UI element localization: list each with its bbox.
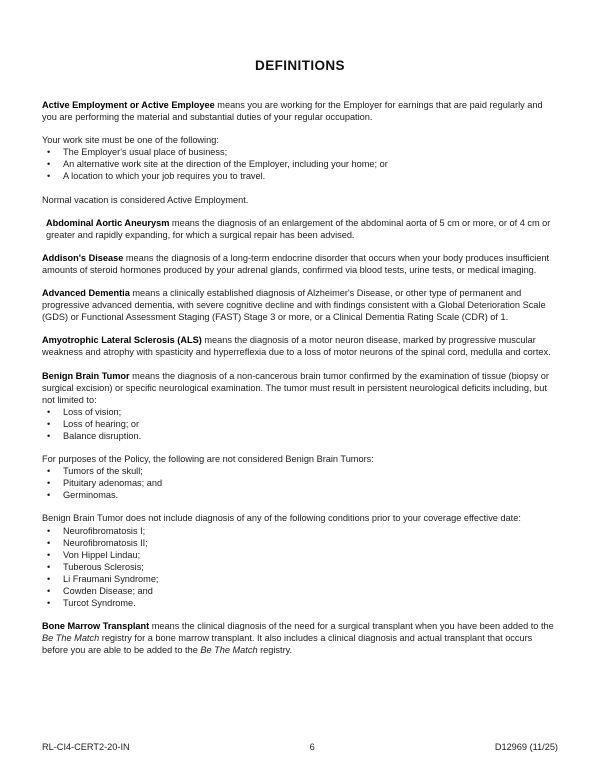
- term-bone-marrow-transplant: Bone Marrow Transplant: [42, 621, 150, 632]
- registry-name-first: Be The Match: [42, 633, 100, 644]
- list-item: [42, 585, 558, 597]
- term-abdominal-aortic-aneurysm: Abdominal Aortic Aneurysm: [46, 217, 170, 228]
- list-item-label: A location to which your job requires you to travel.: [63, 171, 266, 182]
- page-footer: [42, 742, 558, 752]
- bullet-icon: •: [47, 525, 51, 536]
- benign-brain-tumor-prior-conditions-lead-in: Benign Brain Tumor does not include diagnosis of any of the following conditions prior to your coverage effective date:: [42, 513, 521, 524]
- list-item: [42, 406, 558, 418]
- active-employment-lead-in: Your work site must be one of the following:: [42, 135, 219, 146]
- list-item-label: Li Fraumani Syndrome;: [63, 573, 159, 584]
- definition-als: [42, 334, 558, 358]
- bullet-icon: •: [47, 430, 51, 441]
- list-item: [42, 418, 558, 430]
- list-item: [42, 525, 558, 537]
- footer-form-number: RL-CI4-CERT2-20-IN: [42, 742, 130, 752]
- list-item-label: Neurofibromatosis I;: [63, 525, 146, 536]
- body-als: means the diagnosis of a motor neuron disease, marked by progressive muscular weakness and atrophy with spasticity and hyperreflexia due to a loss of motor neurons of the spinal cord, medulla and cortex.: [42, 335, 551, 358]
- list-item-label: Loss of hearing; or: [63, 418, 140, 429]
- list-item-label: Cowden Disease; and: [63, 586, 153, 596]
- list-item: [42, 597, 558, 609]
- bullet-icon: •: [47, 573, 51, 584]
- term-active-employment: Active Employment or Active Employee: [42, 100, 215, 110]
- footer-doc-code: D12969 (11/25): [494, 742, 558, 752]
- benign-brain-tumor-exclusions-lead-in: For purposes of the Policy, the following are not considered Benign Brain Tumors:: [42, 454, 374, 465]
- list-item: [42, 146, 558, 158]
- bullet-icon: •: [47, 147, 51, 158]
- list-item-label: Tuberous Sclerosis;: [63, 561, 144, 572]
- body-abdominal-aortic-aneurysm: means the diagnosis of an enlargement of the abdominal aorta of 5 cm or more, or of 4 cm or greater and rapidly expanding, for which a surgical repair has been advised.: [46, 217, 551, 240]
- body-benign-brain-tumor: means the diagnosis of a non-cancerous brain tumor confirmed by the examination of tissue (biopsy or surgical excision) or specific neurological examination. The tumor must result in persistent neurological deficits including, but not limited to:: [42, 370, 549, 405]
- term-advanced-dementia: Advanced Dementia: [42, 288, 130, 299]
- bullet-icon: •: [47, 171, 51, 182]
- body-bone-marrow-transplant-part1: means the clinical diagnosis of the need for a surgical transplant when you have been added to the: [149, 621, 554, 632]
- definition-active-employment: [42, 99, 558, 123]
- bullet-icon: •: [47, 586, 51, 596]
- footer-page-number: 6: [309, 742, 315, 752]
- registry-name-second: Be The Match: [200, 645, 258, 656]
- term-addisons-disease: Addison's Disease: [42, 252, 124, 263]
- bullet-icon: •: [47, 598, 51, 609]
- definition-abdominal-aortic-aneurysm: [42, 217, 558, 241]
- list-item: [42, 549, 558, 561]
- term-benign-brain-tumor: Benign Brain Tumor: [42, 370, 130, 381]
- list-item-label: The Employer's usual place of business;: [63, 147, 228, 158]
- list-item: [42, 465, 558, 477]
- body-active-employment: means you are working for the Employer for earnings that are paid regularly and you are performing the material and substantial duties of your regular occupation.: [42, 100, 543, 123]
- list-item-label: Germinomas.: [63, 490, 119, 501]
- body-advanced-dementia: means a clinically established diagnosis of Alzheimer's Disease, or other type of permanent and progressive advanced dementia, with severe cognitive decline and with findings consistent with a Global Deterioration Scale (GDS) or Functional Assessment Staging (FAST) Stage 3 or more, or a Clinical Dementia Rating Scale (CDR) of 1.: [42, 288, 546, 323]
- body-bone-marrow-transplant-part3: registry.: [257, 645, 293, 656]
- bullet-icon: •: [47, 466, 51, 477]
- definition-bone-marrow-transplant: [42, 620, 558, 656]
- list-item-label: Balance disruption.: [63, 430, 142, 441]
- definition-advanced-dementia: [42, 287, 558, 323]
- benign-brain-tumor-prior-condition-list: [42, 525, 558, 610]
- list-item: [42, 489, 558, 501]
- list-item-label: Von Hippel Lindau;: [63, 549, 141, 560]
- bullet-icon: •: [47, 406, 51, 417]
- benign-brain-tumor-deficit-list: [42, 406, 558, 442]
- document-content: [42, 58, 558, 667]
- list-item-label: Turcot Syndrome.: [63, 598, 136, 609]
- body-addisons-disease: means the diagnosis of a long-term endocrine disorder that occurs when your body produces insufficient amounts of steroid hormones produced by your adrenal glands, confirmed via blood tests, urine tests, or medical imaging.: [42, 252, 550, 275]
- term-als: Amyotrophic Lateral Sclerosis (ALS): [42, 335, 202, 346]
- benign-brain-tumor-exclusion-list: [42, 465, 558, 501]
- list-item-label: Loss of vision;: [63, 406, 122, 417]
- list-item-label: An alternative work site at the direction of the Employer, including your home; or: [63, 159, 388, 170]
- list-item: [42, 573, 558, 585]
- bullet-icon: •: [47, 490, 51, 501]
- list-item: [42, 430, 558, 442]
- page-title: DEFINITIONS: [255, 58, 345, 73]
- bullet-icon: •: [47, 478, 51, 489]
- list-item: [42, 170, 558, 182]
- list-item-label: Neurofibromatosis II;: [63, 537, 148, 548]
- bullet-icon: •: [47, 549, 51, 560]
- list-item-label: Pituitary adenomas; and: [63, 478, 163, 489]
- bullet-icon: •: [47, 537, 51, 548]
- list-item: [42, 158, 558, 170]
- definition-benign-brain-tumor: [42, 370, 558, 406]
- list-item: [42, 537, 558, 549]
- bullet-icon: •: [47, 418, 51, 429]
- bullet-icon: •: [47, 159, 51, 170]
- body-bone-marrow-transplant-part2: registry for a bone marrow transplant. It also includes a clinical diagnosis and actual transplant that occurs before you are able to be added to the: [42, 633, 533, 656]
- active-employment-worksite-list: [42, 146, 558, 182]
- bullet-icon: •: [47, 561, 51, 572]
- active-employment-closing: Normal vacation is considered Active Employment.: [42, 194, 249, 205]
- list-item-label: Tumors of the skull;: [63, 466, 143, 477]
- list-item: [42, 561, 558, 573]
- list-item: [42, 477, 558, 489]
- definition-addisons-disease: [42, 252, 558, 276]
